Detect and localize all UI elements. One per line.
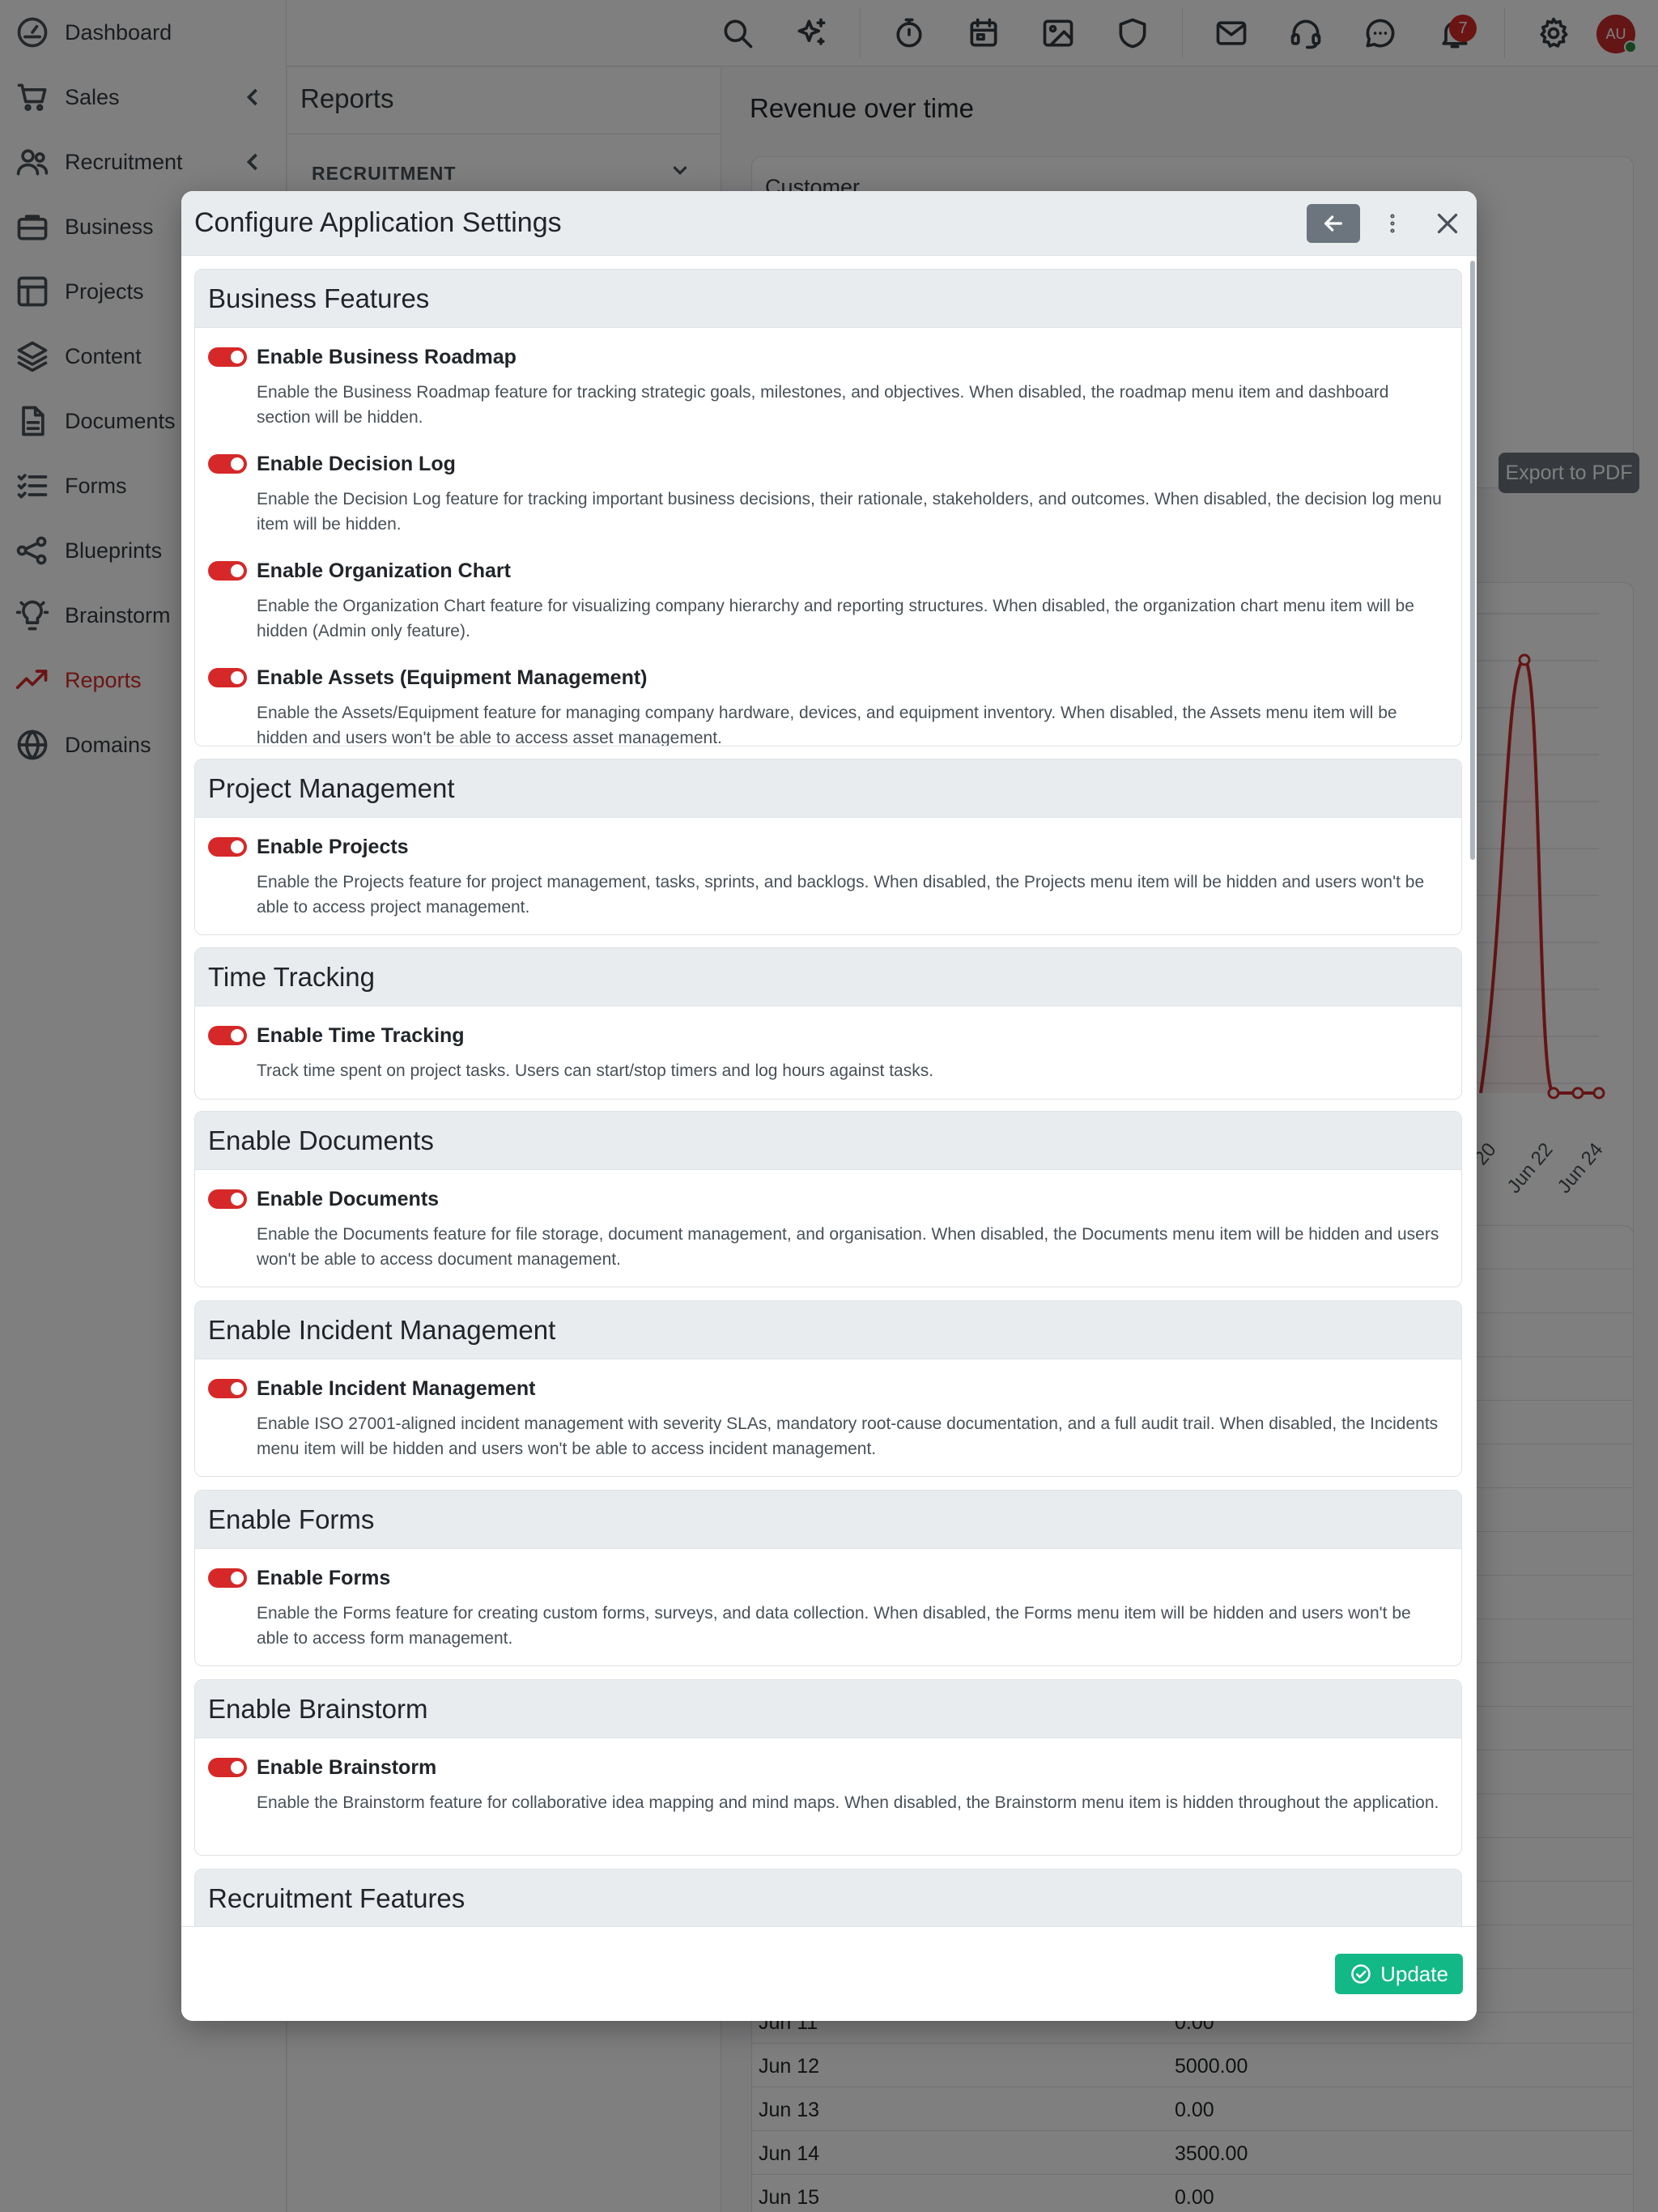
setting-label: Enable Assets (Equipment Management) <box>257 666 648 689</box>
setting-label: Enable Decision Log <box>257 453 456 475</box>
setting-decision-log <box>195 454 1461 537</box>
section-title: Enable Brainstorm <box>195 1680 1461 1738</box>
setting-label: Enable Forms <box>257 1567 391 1589</box>
section-title: Enable Documents <box>195 1112 1461 1170</box>
setting-label: Enable Projects <box>257 836 409 858</box>
section-title: Business Features <box>195 270 1461 328</box>
setting-projects <box>195 837 1461 920</box>
setting-description: Track time spent on project tasks. Users can start/stop timers and log hours against tasks. <box>257 1061 934 1080</box>
setting-forms <box>195 1568 1461 1651</box>
modal-header <box>181 191 1477 256</box>
section-business-features <box>194 269 1462 747</box>
setting-incident-management <box>195 1379 1461 1461</box>
setting-label: Enable Documents <box>257 1188 440 1210</box>
section-project-management <box>194 759 1462 935</box>
setting-label: Enable Time Tracking <box>257 1024 465 1047</box>
setting-description: Enable the Assets/Equipment feature for managing company hardware, devices, and equipment inventory. When disabled, the Assets menu item will be hidden and users won't be able to access asset management. <box>257 704 1397 747</box>
check-circle-icon <box>1350 1963 1372 1985</box>
setting-business-roadmap <box>195 347 1461 430</box>
toggle-switch[interactable] <box>208 1379 247 1398</box>
setting-label: Enable Incident Management <box>257 1377 536 1400</box>
setting-description: Enable the Organization Chart feature for visualizing company hierarchy and reporting structures. When disabled, the organization chart menu item will be hidden (Admin only feature). <box>257 597 1414 640</box>
setting-description: Enable ISO 27001-aligned incident management with severity SLAs, mandatory root-cause documentation, and a full audit trail. When disabled, the Incidents menu item will be hidden and users won't be able to access incident management. <box>257 1414 1439 1458</box>
setting-description: Enable the Documents feature for file storage, document management, and organisation. When disabled, the Documents menu item will be hidden and users won't be able to access document management. <box>257 1225 1439 1269</box>
arrow-left-icon <box>1320 211 1346 236</box>
setting-documents <box>195 1189 1461 1272</box>
update-button[interactable] <box>1335 1954 1463 1994</box>
toggle-switch[interactable] <box>208 1026 247 1045</box>
setting-description: Enable the Projects feature for project management, tasks, sprints, and backlogs. When disabled, the Projects menu item will be hidden and users won't be able to access project management. <box>257 873 1425 917</box>
setting-brainstorm <box>195 1758 1461 1815</box>
toggle-switch[interactable] <box>208 347 247 367</box>
section-title: Enable Incident Management <box>195 1301 1461 1359</box>
section-title: Recruitment Features <box>195 1870 1461 1928</box>
toggle-switch[interactable] <box>208 837 247 857</box>
section-title: Project Management <box>195 759 1461 818</box>
modal-title: Configure Application Settings <box>194 207 562 238</box>
kebab-menu-icon <box>1378 209 1407 238</box>
setting-label: Enable Brainstorm <box>257 1756 437 1779</box>
toggle-switch[interactable] <box>208 1189 247 1209</box>
setting-assets <box>195 668 1461 747</box>
setting-description: Enable the Forms feature for creating custom forms, surveys, and data collection. When disabled, the Forms menu item will be hidden and users won't be able to access form management. <box>257 1604 1411 1648</box>
update-button-label: Update <box>1380 1961 1448 1986</box>
toggle-switch[interactable] <box>208 454 247 474</box>
settings-modal <box>181 191 1477 2021</box>
section-title: Time Tracking <box>195 948 1461 1006</box>
setting-label: Enable Organization Chart <box>257 559 511 582</box>
section-title: Enable Forms <box>195 1491 1461 1549</box>
setting-label: Enable Business Roadmap <box>257 346 517 368</box>
modal-body[interactable] <box>181 256 1477 2021</box>
setting-organization-chart <box>195 561 1461 644</box>
close-button[interactable] <box>1430 206 1465 241</box>
more-options-button[interactable] <box>1375 206 1410 241</box>
section-forms <box>194 1490 1462 1666</box>
toggle-switch[interactable] <box>208 561 247 581</box>
section-incident-management <box>194 1300 1462 1477</box>
toggle-switch[interactable] <box>208 1758 247 1777</box>
setting-time-tracking <box>195 1026 1461 1083</box>
setting-description: Enable the Business Roadmap feature for tracking strategic goals, milestones, and objectives. When disabled, the roadmap menu item and dashboard section will be hidden. <box>257 383 1389 427</box>
close-icon <box>1433 209 1462 238</box>
setting-description: Enable the Brainstorm feature for collaborative idea mapping and mind maps. When disabled, the Brainstorm menu item is hidden throughout the application. <box>257 1793 1439 1812</box>
back-button[interactable] <box>1307 204 1360 243</box>
toggle-switch[interactable] <box>208 1568 247 1588</box>
modal-scrollbar[interactable] <box>1470 261 1475 860</box>
section-documents <box>194 1111 1462 1287</box>
toggle-switch[interactable] <box>208 668 247 687</box>
setting-description: Enable the Decision Log feature for tracking important business decisions, their rationale, stakeholders, and outcomes. When disabled, the decision log menu item will be hidden. <box>257 490 1442 534</box>
section-time-tracking <box>194 947 1462 1100</box>
section-brainstorm <box>194 1679 1462 1856</box>
modal-footer <box>181 1926 1477 2021</box>
